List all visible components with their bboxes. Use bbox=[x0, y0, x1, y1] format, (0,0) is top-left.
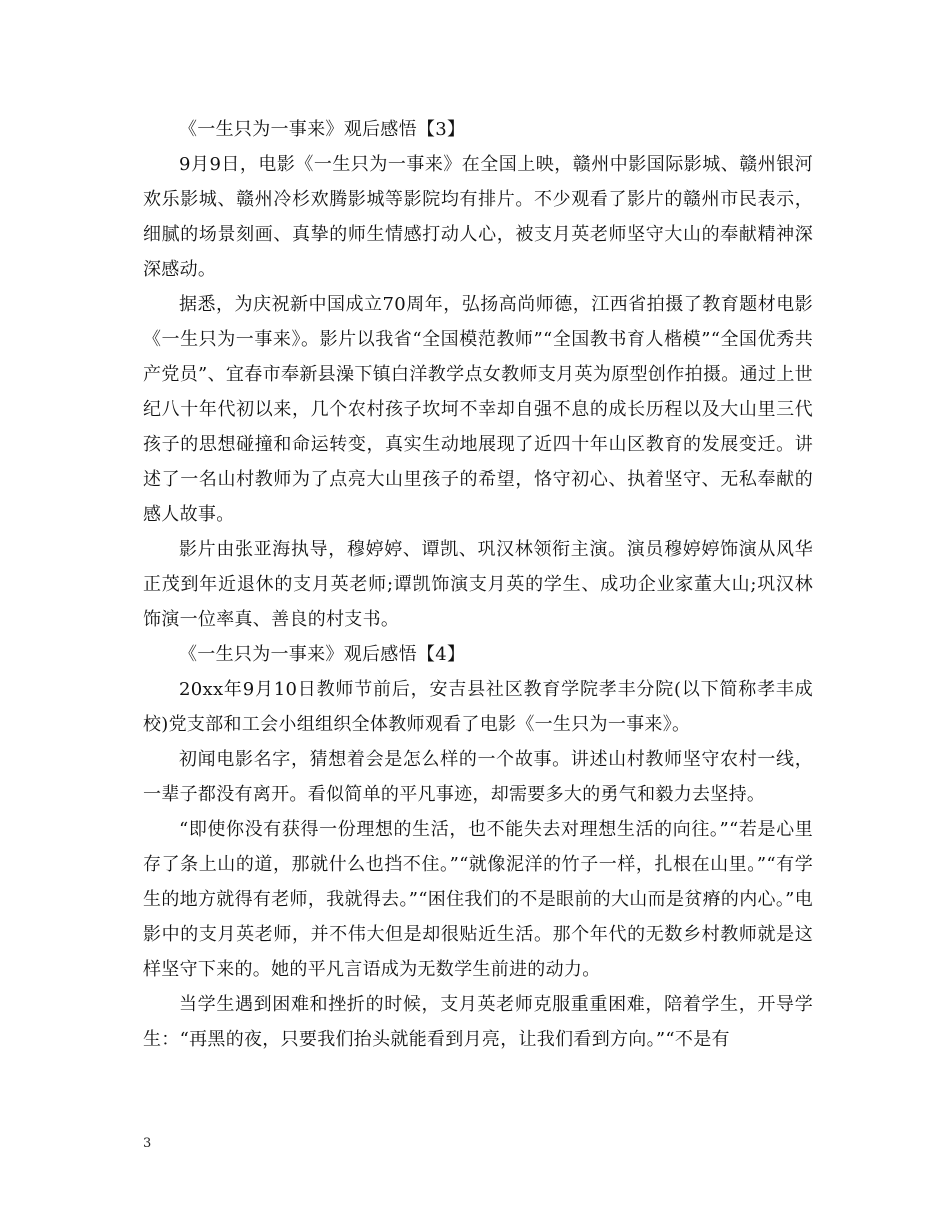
paragraph: 9月9日，电影《一生只为一事来》在全国上映，赣州中影国际影城、赣州银河欢乐影城、赣州冷杉欢腾影城等影院均有排片。不少观看了影片的赣州市民表示，细腻的场景刻画、真挚的师生情感打动人心，被支月英老师坚守大山的奉献精神深深感动。 bbox=[143, 154, 813, 280]
paragraph: 当学生遇到困难和挫折的时候，支月英老师克服重重困难，陪着学生，开导学生：“再黑的夜，只要我们抬头就能看到月亮，让我们看到方向。”“不是有 bbox=[143, 994, 813, 1050]
paragraph: 20xx年9月10日教师节前后，安吉县社区教育学院孝丰分院(以下简称孝丰成校)党支部和工会小组组织全体教师观看了电影《一生只为一事来》。 bbox=[143, 679, 813, 735]
section-heading-3: 《一生只为一事来》观后感悟【3】 bbox=[179, 119, 466, 140]
page-number: 3 bbox=[143, 1136, 152, 1151]
section-heading-4: 《一生只为一事来》观后感悟【4】 bbox=[179, 644, 466, 665]
paragraph: “即使你没有获得一份理想的生活，也不能失去对理想生活的向往。”“若是心里存了条上山的道，那就什么也挡不住。”“就像泥洋的竹子一样，扎根在山里。”“有学生的地方就得有老师，我就得去。”“困住我们的不是眼前的大山而是贫瘠的内心。”电影中的支月英老师，并不伟大但是却很贴近生活。那个年代的无数乡村教师就是这样坚守下来的。她的平凡言语成为无数学生前进的动力。 bbox=[143, 819, 813, 980]
paragraph: 影片由张亚海执导，穆婷婷、谭凯、巩汉林领衔主演。演员穆婷婷饰演从风华正茂到年近退休的支月英老师;谭凯饰演支月英的学生、成功企业家董大山;巩汉林饰演一位率真、善良的村支书。 bbox=[143, 539, 813, 630]
document-body bbox=[143, 112, 813, 1057]
paragraph: 初闻电影名字，猜想着会是怎么样的一个故事。讲述山村教师坚守农村一线，一辈子都没有离开。看似简单的平凡事迹，却需要多大的勇气和毅力去坚持。 bbox=[143, 749, 813, 805]
paragraph: 据悉，为庆祝新中国成立70周年，弘扬高尚师德，江西省拍摄了教育题材电影《一生只为一事来》。影片以我省“全国模范教师”“全国教书育人楷模”“全国优秀共产党员”、宜春市奉新县澡下镇白洋教学点女教师支月英为原型创作拍摄。通过上世纪八十年代初以来，几个农村孩子坎坷不幸却自强不息的成长历程以及大山里三代孩子的思想碰撞和命运转变，真实生动地展现了近四十年山区教育的发展变迁。讲述了一名山村教师为了点亮大山里孩子的希望，恪守初心、执着坚守、无私奉献的感人故事。 bbox=[143, 294, 813, 525]
